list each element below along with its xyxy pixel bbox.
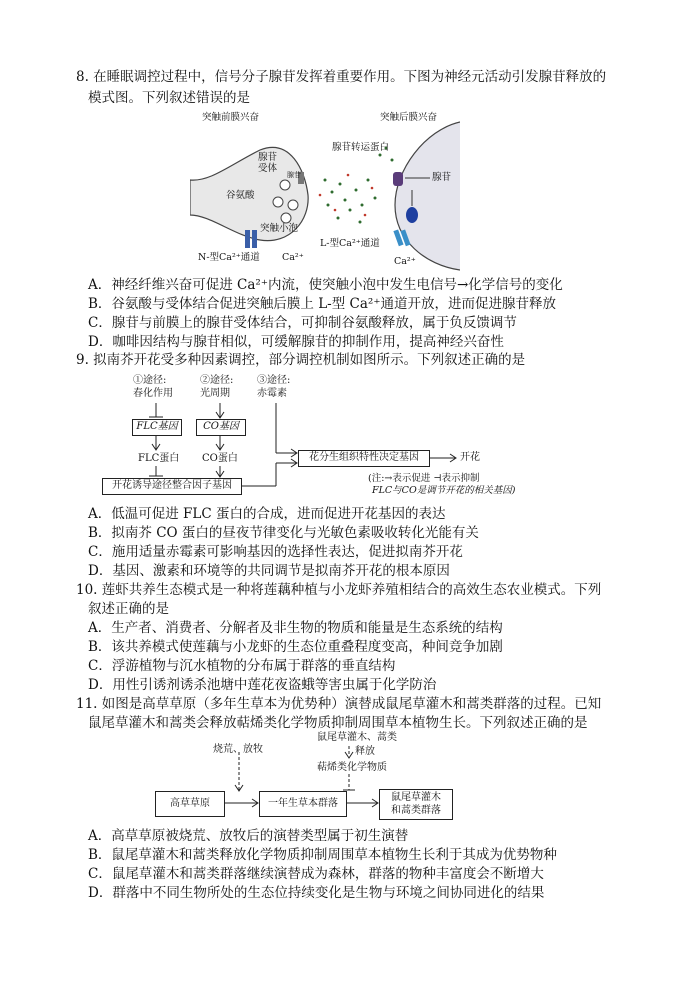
- q11-stem-line1: 11. 如图是高草草原（多年生草本为优势种）演替成鼠尾草灌木和蒿类群落的过程。已知: [76, 696, 602, 712]
- path2-label-a: ②途径:: [200, 375, 234, 386]
- terpene-label: 萜烯类化学物质: [317, 762, 387, 773]
- path1-label-b: 春化作用: [133, 388, 173, 399]
- pre-membrane-label: 突触前膜兴奋: [202, 112, 260, 123]
- path2-label-b: 光周期: [200, 388, 230, 399]
- q11-option-d: D．群落中不同生物所处的生态位持续变化是生物与环境之间协同进化的结果: [88, 885, 545, 901]
- flowering-figure: [100, 373, 600, 503]
- succession-figure: [145, 732, 465, 827]
- q11-option-a: A．高草草原被烧荒、放牧后的演替类型属于初生演替: [88, 828, 409, 844]
- path3-label-b: 赤霉素: [257, 388, 287, 399]
- burn-graze-label: 烧荒、放牧: [213, 744, 263, 755]
- path3-label-a: ③途径:: [257, 375, 291, 386]
- q9-note-2: FLC与CO是调节开花的相关基因): [372, 485, 516, 496]
- q10-option-b: B．该共养模式使莲藕与小龙虾的生态位重叠程度变高，种间竞争加剧: [88, 639, 503, 655]
- q9-option-c: C．施用适量赤霉素可影响基因的选择性表达，促进拟南芥开花: [88, 544, 463, 560]
- q8-stem-line2: 模式图。下列叙述错误的是: [88, 90, 250, 106]
- flc-gene-box: FLC基因: [132, 419, 182, 436]
- glutamate-label: 谷氨酸: [226, 190, 255, 201]
- q9-option-a: A．低温可促进 FLC 蛋白的合成，进而促进开花基因的表达: [88, 506, 446, 522]
- sage-line-1: 鼠尾草灌木: [391, 792, 441, 803]
- adenosine-out-label: 腺苷: [432, 172, 452, 183]
- flc-protein-label: FLC蛋白: [138, 453, 180, 464]
- q8-option-b: B．谷氨酸与受体结合促进突触后膜上 L-型 Ca²⁺通道开放，进而促进腺苷释放: [88, 296, 556, 312]
- q10-option-c: C．浮游植物与沉水植物的分布属于群落的垂直结构: [88, 658, 396, 674]
- q11-option-c: C．鼠尾草灌木和蒿类群落继续演替成为森林，群落的物种丰富度会不断增大: [88, 866, 544, 882]
- q8-option-c: C．腺苷与前膜上的腺苷受体结合，可抑制谷氨酸释放，属于负反馈调节: [88, 315, 517, 331]
- q8-option-d: D．咖啡因结构与腺苷相似，可缓解腺苷的抑制作用，提高神经兴奋性: [88, 334, 504, 350]
- l-channel-label: L-型Ca²⁺通道: [320, 238, 380, 249]
- annual-herb-box: 一年生草本群落: [259, 791, 347, 817]
- post-membrane-label: 突触后膜兴奋: [380, 112, 438, 123]
- q9-note-1: (注:→表示促进 ⊣表示抑制: [368, 473, 480, 484]
- q9-option-d: D．基因、激素和环境等的共同调节是拟南芥开花的根本原因: [88, 563, 450, 579]
- integrator-gene-box: 开花诱导途径整合因子基因: [102, 478, 242, 495]
- meristem-gene-box: 花分生组织特性决定基因: [298, 450, 430, 467]
- co-protein-label: CO蛋白: [202, 453, 238, 464]
- flowering-label: 开花: [460, 452, 480, 463]
- q10-stem-line1: 10. 莲虾共养生态模式是一种将莲藕种植与小龙虾养殖相结合的高效生态农业模式。下列: [76, 582, 602, 598]
- q8-stem-line1: 8. 在睡眠调控过程中，信号分子腺苷发挥着重要作用。下图为神经元活动引发腺苷释放的: [76, 69, 607, 85]
- n-channel-label: N-型Ca²⁺通道: [198, 252, 260, 263]
- release-label: 释放: [355, 746, 375, 757]
- q11-stem-line2: 鼠尾草灌木和蒿类会释放萜烯类化学物质抑制周围草本植物生长。下列叙述正确的是: [88, 715, 588, 731]
- adenosine-small-label: 腺苷: [287, 171, 301, 179]
- q9-stem: 9. 拟南芥开花受多种因素调控，部分调控机制如图所示。下列叙述正确的是: [76, 352, 526, 368]
- transporter-label: 腺苷转运蛋白: [332, 142, 390, 153]
- adenosine-receptor-label: 腺苷 受体: [258, 152, 278, 174]
- q10-option-a: A．生产者、消费者、分解者及非生物的物质和能量是生态系统的结构: [88, 620, 503, 636]
- co-gene-box: CO基因: [196, 419, 246, 436]
- q10-option-d: D．用性引诱剂诱杀池塘中莲花夜盗蛾等害虫属于化学防治: [88, 677, 437, 693]
- ca-label-2: Ca²⁺: [394, 256, 416, 267]
- q11-option-b: B．鼠尾草灌木和蒿类释放化学物质抑制周围草本植物生长利于其成为优势物种: [88, 847, 557, 863]
- q8-option-a: A．神经纤维兴奋可促进 Ca²⁺内流，使突触小泡中发生电信号→化学信号的变化: [88, 277, 563, 293]
- path1-label-a: ①途径:: [133, 375, 167, 386]
- tall-grass-box: 高草草原: [155, 791, 225, 817]
- synapse-figure: [190, 110, 460, 272]
- top-source-label: 鼠尾草灌木、蒿类: [317, 732, 397, 743]
- sage-community-box: [379, 789, 453, 820]
- ca-label-1: Ca²⁺: [282, 252, 304, 263]
- q10-stem-line2: 叙述正确的是: [88, 601, 169, 617]
- vesicle-label: 突触小泡: [260, 223, 299, 234]
- sage-line-2: 和蒿类群落: [391, 805, 441, 816]
- q9-option-b: B．拟南芥 CO 蛋白的昼夜节律变化与光敏色素吸收转化光能有关: [88, 525, 479, 541]
